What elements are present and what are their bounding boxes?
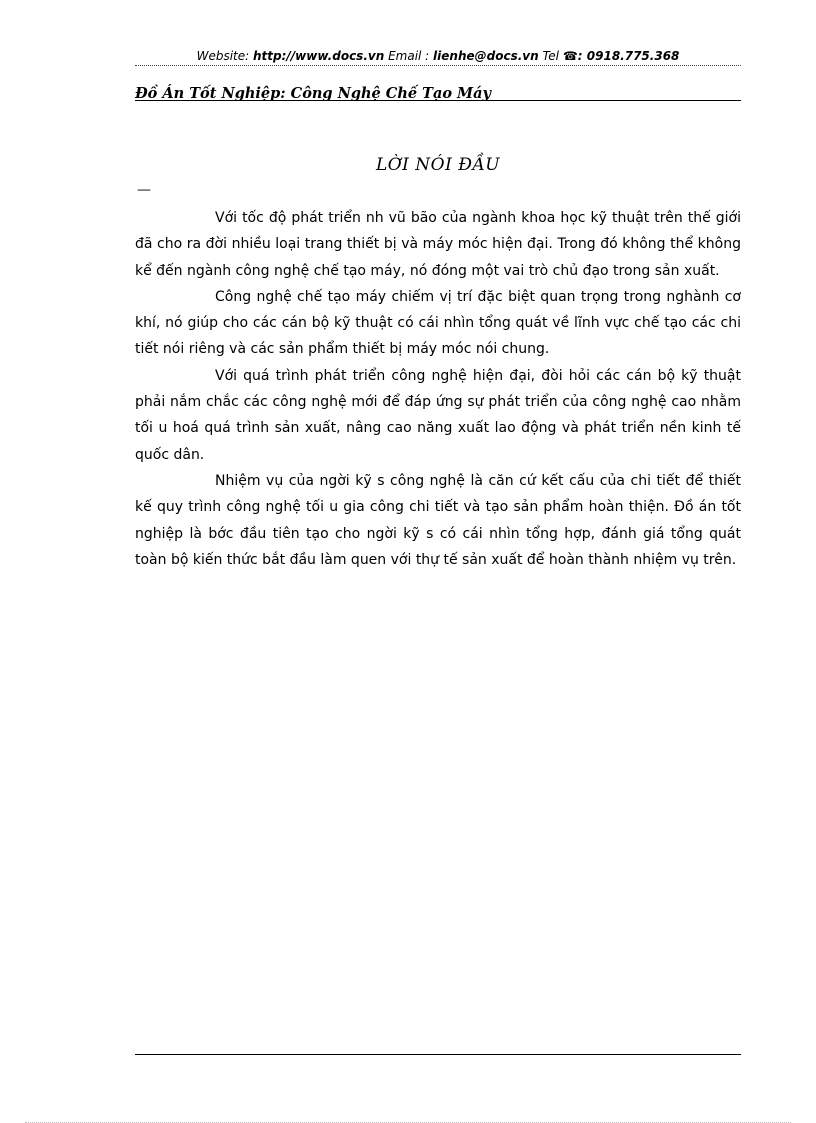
header-divider: [135, 65, 741, 66]
section-heading: LỜI NÓI ĐẦU: [375, 155, 501, 175]
document-title: Đồ Án Tốt Nghiệp: Công Nghệ Chế Tạo Máy: [135, 85, 491, 102]
email-label: Email :: [384, 49, 434, 63]
paragraph-2: Công nghệ chế tạo máy chiếm vị trí đặc biệt quan trọng trong nghành cơ khí, nó giúp cho các cán bộ kỹ thuật có cái nhìn tổng quát về lĩnh vực chế tạo các chi tiết nói riêng và các sản phẩm thiết bị máy móc nói chung.: [135, 288, 741, 358]
paragraph-1: Với tốc độ phát triển nh vũ bão của ngành khoa học kỹ thuật trên thế giới đã cho ra đời nhiều loại trang thiết bị và máy móc hiện đại. Trong đó không thể không kể đến ngành công nghệ chế tạo máy, nó đóng một vai trò chủ đạo trong sản xuất.: [135, 210, 741, 279]
phone-icon: ☎: [562, 49, 578, 63]
footer-divider: [135, 1054, 741, 1055]
body-text: [135, 205, 741, 573]
email-address[interactable]: lienhe@docs.vn: [433, 49, 539, 63]
website-header: [135, 47, 741, 65]
tel-number: : 0918.775.368: [577, 49, 680, 63]
dash-mark: —: [137, 182, 151, 198]
website-label: Website:: [196, 49, 254, 63]
website-url[interactable]: http://www.docs.vn: [253, 49, 385, 63]
paragraph-4: Nhiệm vụ của ngời kỹ s công nghệ là căn cứ kết cấu của chi tiết để thiết kế quy trình công nghệ tối u gia công chi tiết và tạo sản phẩm hoàn thiện. Đồ án tốt nghiệp là bớc đầu tiên tạo cho ngời kỹ s có cái nhìn tổng hợp, đánh giá tổng quát toàn bộ kiến thức bắt đầu làm quen với thự tế sản xuất để hoàn thành nhiệm vụ trên.: [135, 472, 741, 568]
paragraph-3: Với quá trình phát triển công nghệ hiện đại, đòi hỏi các cán bộ kỹ thuật phải nắm chắc các công nghệ mới để đáp ứng sự phát triển của công nghệ cao nhằm tối u hoá quá trình sản xuất, nâng cao năng xuất lao động và phát triển nền kinh tế quốc dân.: [135, 367, 741, 463]
tel-label: Tel: [538, 49, 563, 63]
title-underline: [135, 100, 741, 101]
